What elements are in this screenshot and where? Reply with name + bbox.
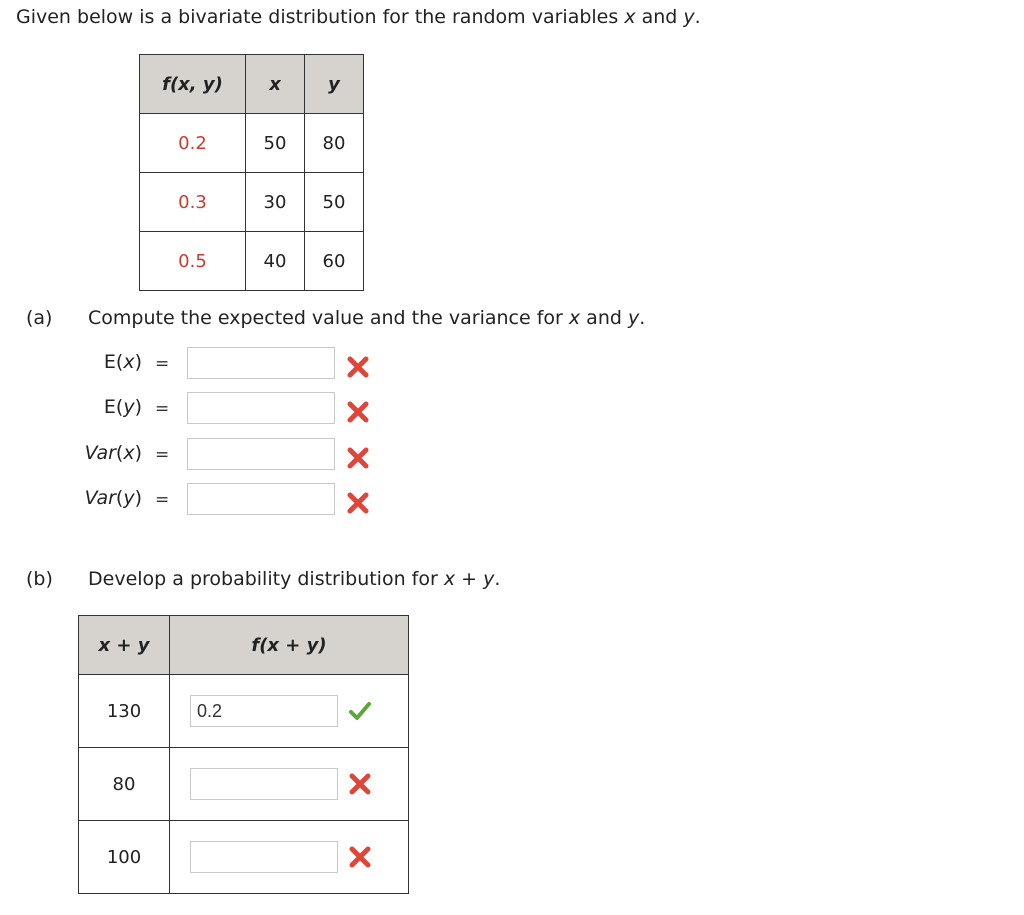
table-row	[79, 675, 409, 748]
probability-input[interactable]	[190, 695, 338, 727]
probability-cell	[170, 675, 409, 748]
prob-cell: 0.3	[140, 173, 246, 232]
x-mark-icon	[348, 845, 372, 869]
expected-y-label: E(y)	[103, 396, 142, 418]
header-y: y	[305, 55, 364, 114]
part-b-letter: (b)	[26, 568, 53, 590]
sum-value-cell: 100	[79, 821, 170, 894]
part-a-suffix: .	[639, 307, 646, 329]
part-b-prompt	[26, 568, 500, 590]
y-cell: 60	[305, 232, 364, 291]
part-a-prompt	[26, 307, 645, 329]
expected-x-label: E(x)	[103, 351, 142, 373]
x-cell: 30	[246, 173, 305, 232]
intro-text-mid: and	[635, 6, 684, 28]
probability-cell	[170, 748, 409, 821]
x-cell: 50	[246, 114, 305, 173]
x-mark-icon	[346, 491, 370, 515]
header-fsum: f(x + y)	[170, 616, 409, 675]
equals-sign: =	[155, 490, 170, 510]
probability-input[interactable]	[190, 768, 338, 800]
variance-y-label: Var(y)	[84, 487, 142, 509]
part-b-text: Develop a probability distribution for	[88, 568, 444, 590]
variance-x-input[interactable]	[187, 438, 335, 470]
intro-text: Given below is a bivariate distribution for the random variables	[16, 6, 625, 28]
expected-y-input[interactable]	[187, 392, 335, 424]
sum-value-cell: 80	[79, 748, 170, 821]
x-mark-icon	[346, 446, 370, 470]
intro-var-y: y	[683, 6, 695, 28]
x-mark-icon	[346, 400, 370, 424]
table-row	[140, 232, 364, 291]
check-mark-icon	[348, 699, 372, 723]
part-a-letter: (a)	[26, 307, 53, 329]
part-b-expr: x + y	[443, 568, 495, 590]
equals-sign: =	[155, 354, 170, 374]
part-a-text: Compute the expected value and the variance for	[88, 307, 569, 329]
problem-intro	[16, 6, 701, 28]
header-fxy: f(x, y)	[140, 55, 246, 114]
part-a-var-y: y	[627, 307, 640, 329]
part-a-text-mid: and	[580, 307, 628, 329]
table-row	[140, 114, 364, 173]
equals-sign: =	[155, 445, 170, 465]
intro-var-x: x	[624, 6, 636, 28]
prob-cell: 0.5	[140, 232, 246, 291]
sum-value-cell: 130	[79, 675, 170, 748]
expected-x-input[interactable]	[187, 347, 335, 379]
table-row	[79, 748, 409, 821]
x-mark-icon	[346, 355, 370, 379]
table-header-row	[79, 616, 409, 675]
y-cell: 50	[305, 173, 364, 232]
table-header-row	[140, 55, 364, 114]
probability-input[interactable]	[190, 841, 338, 873]
header-x: x	[246, 55, 305, 114]
intro-suffix: .	[694, 6, 701, 28]
x-mark-icon	[348, 772, 372, 796]
bivariate-distribution-table	[139, 54, 364, 291]
table-row	[140, 173, 364, 232]
equals-sign: =	[155, 399, 170, 419]
part-b-suffix: .	[494, 568, 501, 590]
probability-cell	[170, 821, 409, 894]
prob-cell: 0.2	[140, 114, 246, 173]
table-row	[79, 821, 409, 894]
variance-x-label: Var(x)	[84, 442, 142, 464]
y-cell: 80	[305, 114, 364, 173]
part-a-var-x: x	[568, 307, 581, 329]
x-cell: 40	[246, 232, 305, 291]
sum-distribution-table	[78, 615, 409, 894]
variance-y-input[interactable]	[187, 483, 335, 515]
header-sum: x + y	[79, 616, 170, 675]
